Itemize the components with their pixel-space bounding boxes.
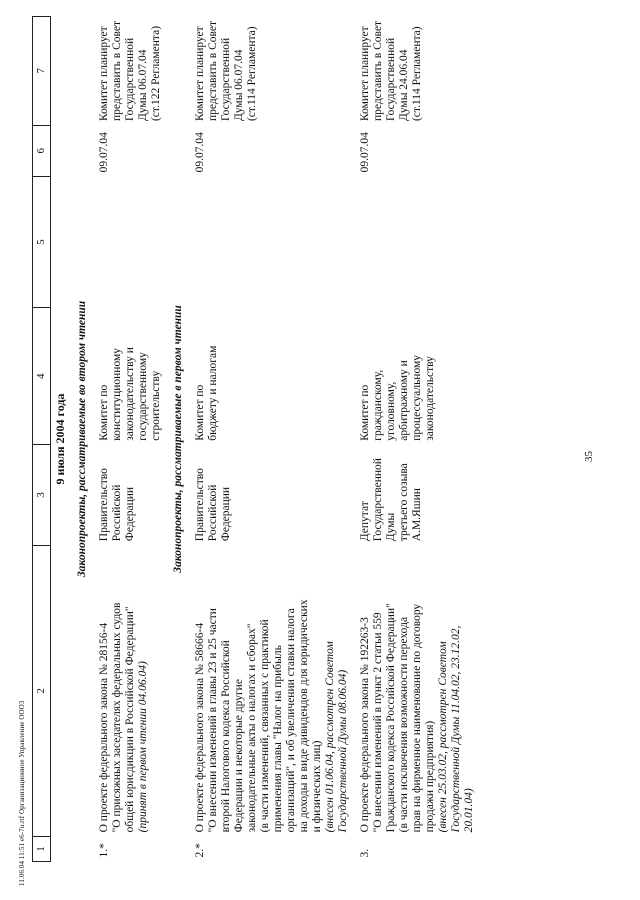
committee-line: гражданскому, [372, 369, 384, 441]
status [95, 17, 169, 126]
status-line: представить в Совет [207, 21, 219, 122]
author-line: А.М.Яшин [411, 488, 423, 542]
status-line: Думы 06.07.04 [137, 49, 149, 122]
committee-line: законодательству и [124, 347, 136, 441]
status-line: Комитет планирует [359, 26, 371, 122]
bill-line: О проекте федерального закона № 28156-4 [98, 622, 110, 833]
author-line: Российской [111, 484, 123, 542]
status-line: представить в Совет [111, 21, 123, 122]
bill-line: применения главы "Налог на прибыль [272, 645, 284, 833]
responsible-committee [356, 308, 482, 445]
row-number: 3. [359, 848, 371, 858]
bill-line: "О внесении изменений в главы 23 и 25 части [207, 608, 219, 833]
status-line: (ст.122 Регламента) [150, 25, 162, 122]
status-line: Думы 06.07.04 [233, 49, 245, 122]
author-line: Думы [385, 512, 397, 542]
status-line: Государственной [385, 37, 397, 122]
bill-line: прав на фирменное наименование по договору [411, 603, 423, 833]
col-header-5: 5 [33, 176, 51, 307]
consideration-date: 09.07.04 [194, 132, 206, 173]
status-line: (ст.114 Регламента) [246, 26, 258, 122]
column-number-header-row [33, 17, 51, 862]
committee-line: бюджету и налогам [207, 345, 219, 441]
bill-line: "О внесении изменений в пункт 2 статьи 559 [372, 612, 384, 833]
col-header-2: 2 [33, 545, 51, 836]
bill-title [191, 545, 356, 836]
col-header-1: 1 [33, 836, 51, 861]
status-line: представить в Совет [372, 21, 384, 122]
committee-line: Комитет по [359, 384, 371, 441]
document-footer: 11.06.04 11:51 e6-7u.rtf Организационное Управление ООО3 [18, 700, 26, 886]
committee-line: государственному [137, 352, 149, 441]
author-line: Депутат [359, 501, 371, 542]
bill-title [95, 545, 169, 836]
author-line: Правительство [98, 468, 110, 542]
bill-line: организаций", и об увеличении ставки налога [285, 608, 297, 833]
bill-line: О проекте федерального закона № 192263-3 [359, 617, 371, 833]
status [191, 17, 356, 126]
consideration-date: 09.07.04 [359, 132, 371, 173]
col-header-4: 4 [33, 308, 51, 445]
bill-line: О проекте федерального закона № 58666-4 [194, 622, 206, 833]
bill-line: Федерации и некоторые другие [233, 679, 245, 833]
table-row [95, 17, 169, 862]
table-row [191, 17, 356, 862]
author-line: Государственной [372, 458, 384, 542]
bills-table [32, 16, 482, 862]
bill-line: второй Налогового кодекса Российской [220, 640, 232, 833]
bill-note: Государственной Думы 11.04.02, 23.12.02, [450, 625, 462, 833]
bill-author [356, 445, 482, 545]
bill-author [95, 445, 169, 545]
committee-line: уголовному, [385, 381, 397, 441]
committee-line: Комитет по [194, 384, 206, 441]
bill-line: (в части исключения возможности перехода [398, 616, 410, 833]
bill-line: "О присяжных заседателях федеральных судов [111, 602, 123, 833]
bill-note: 20.01.04) [463, 788, 475, 833]
empty-cell-5 [95, 176, 169, 307]
bill-line: Гражданского кодекса Российской Федерации" [385, 603, 397, 833]
bill-note: Государственной Думы 08.06.04) [337, 669, 349, 833]
author-line: третьего созыва [398, 463, 410, 542]
status-line: (ст.114 Регламента) [411, 26, 423, 122]
bill-line: продажи предприятия) [424, 720, 436, 833]
bill-author [191, 445, 356, 545]
bill-note: (принят в первом чтении 04.06.04) [137, 661, 149, 833]
author-line: Российской [207, 484, 219, 542]
author-line: Федерации [220, 486, 232, 542]
responsible-committee [191, 308, 356, 445]
section-heading-second-reading: Законопроекты, рассматриваемые во втором чтении [76, 300, 88, 578]
committee-line: строительству [150, 370, 162, 441]
committee-line: законодательству [424, 356, 436, 441]
committee-line: арбитражному и [398, 360, 410, 441]
bill-note: (внесен 01.06.04, рассмотрен Советом [324, 641, 336, 833]
row-number: 2.* [194, 843, 206, 858]
col-header-6: 6 [33, 125, 51, 176]
status-line: Государственной [220, 37, 232, 122]
committee-line: процессуальному [411, 354, 423, 441]
date-heading: 9 июля 2004 года [53, 393, 67, 485]
bill-note: (внесен 25.03.02, рассмотрен Советом [437, 641, 449, 833]
responsible-committee [95, 308, 169, 445]
status-line: Комитет планирует [194, 26, 206, 122]
table-row [356, 17, 482, 862]
status [356, 17, 482, 126]
bill-line: на доходы в виде дивидендов для юридических [298, 599, 310, 833]
col-header-3: 3 [33, 445, 51, 545]
committee-line: конституционному [111, 347, 123, 441]
consideration-date: 09.07.04 [98, 132, 110, 173]
empty-cell-5 [191, 176, 356, 307]
status-line: Комитет планирует [98, 26, 110, 122]
bill-line: (в части изменений, связанных с практикой [259, 619, 271, 833]
bill-title [356, 545, 482, 836]
author-line: Федерации [124, 486, 136, 542]
status-line: Государственной [124, 37, 136, 122]
bill-line: законодательные акты о налогах и сборах" [246, 623, 258, 833]
bill-line: и физических лиц) [311, 740, 323, 833]
status-line: Думы 24.06.04 [398, 49, 410, 122]
author-line: Правительство [194, 468, 206, 542]
section-heading-first-reading: Законопроекты, рассматриваемые в первом чтении [172, 305, 184, 573]
row-number: 1.* [98, 843, 110, 858]
committee-line: Комитет по [98, 384, 110, 441]
bill-line: общей юрисдикции в Российской Федерации" [124, 606, 136, 833]
empty-cell-5 [356, 176, 482, 307]
page-number: 35 [583, 451, 595, 462]
col-header-7: 7 [33, 17, 51, 126]
